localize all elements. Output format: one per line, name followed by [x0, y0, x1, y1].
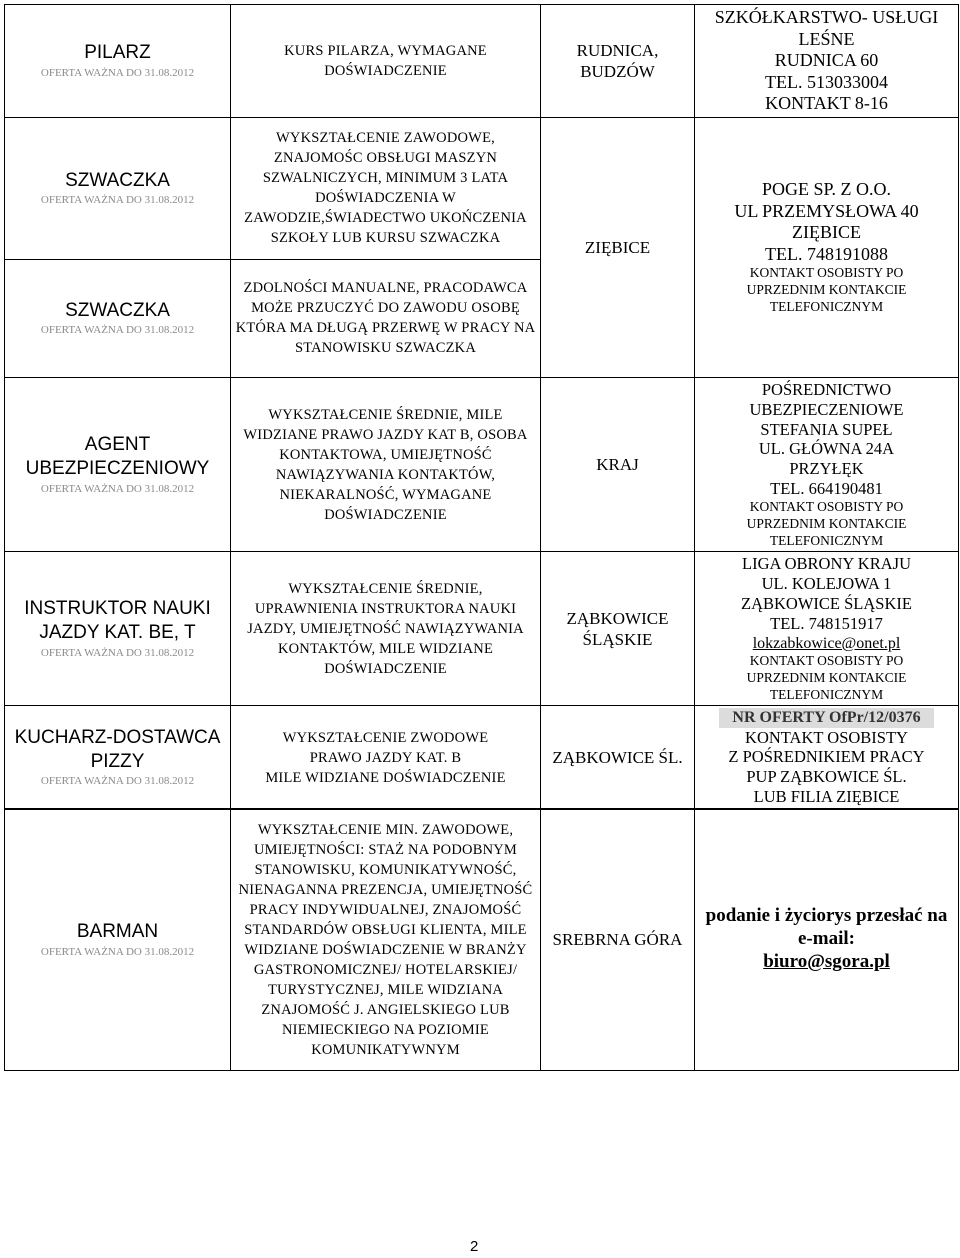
job-cell — [5, 377, 231, 551]
contact-line: UPRZEDNIM KONTAKCIE — [746, 669, 907, 685]
job-title: SZWACZKA — [65, 169, 170, 191]
contact-line: KONTAKT OSOBISTY PO — [749, 265, 904, 281]
job-cell — [5, 117, 231, 259]
requirement-line: PRAWO JAZDY KAT. B — [309, 749, 462, 766]
job-title: BARMAN — [76, 920, 159, 942]
requirements-cell: WYKSZTAŁCENIE ŚREDNIE, UPRAWNIENIA INSTRUKTORA NAUKI JAZDY, UMIEJĘTNOŚĆ NAWIĄZYWANIA KONTAKTÓW, MILE WIDZIANE DOŚWIADCZENIE — [231, 552, 541, 706]
employer-line: UBEZPIECZENIOWE — [749, 399, 904, 419]
job-title: AGENT UBEZPIECZENIOWY — [25, 434, 210, 479]
employer-line: POGE SP. Z O.O. — [761, 178, 892, 199]
employer-cell — [695, 552, 959, 706]
employer-line: POŚREDNICTWO — [761, 379, 892, 399]
employer-cell — [695, 377, 959, 551]
location-cell: ZIĘBICE — [541, 117, 695, 377]
job-cell — [5, 809, 231, 1071]
barman-offer-table — [4, 808, 959, 1071]
employer-line: PRZYŁĘK — [789, 459, 864, 479]
location-cell: SREBRNA GÓRA — [541, 809, 695, 1071]
offer-validity: OFERTA WAŻNA DO 31.08.2012 — [40, 66, 195, 79]
job-cell — [5, 259, 231, 377]
employer-line: LUB FILIA ZIĘBICE — [753, 786, 900, 806]
offer-validity: OFERTA WAŻNA DO 31.08.2012 — [40, 482, 195, 495]
employer-line: TEL. 748191088 — [765, 243, 888, 264]
employer-line: TEL. 748151917 — [770, 613, 883, 633]
contact-instruction: podanie i życiorys przesłać na e-mail: — [705, 905, 948, 950]
employer-line: KONTAKT OSOBISTY — [745, 727, 908, 747]
job-offers-table — [4, 4, 959, 810]
job-title: SZWACZKA — [65, 299, 170, 321]
offer-validity: OFERTA WAŻNA DO 31.08.2012 — [40, 775, 195, 788]
contact-line: UPRZEDNIM KONTAKCIE — [746, 282, 907, 298]
contact-line: KONTAKT OSOBISTY PO — [749, 652, 904, 668]
contact-line: TELEFONICZNYM — [769, 686, 884, 702]
location-cell: ZĄBKOWICE ŚLĄSKIE — [541, 552, 695, 706]
employer-cell — [695, 5, 959, 118]
employer-cell — [695, 117, 959, 377]
offer-validity: OFERTA WAŻNA DO 31.08.2012 — [40, 324, 195, 337]
employer-line: ZIĘBICE — [792, 222, 861, 243]
employer-line: STEFANIA SUPEŁ — [760, 419, 893, 439]
offer-number: NR OFERTY OfPr/12/0376 — [719, 708, 934, 727]
employer-line: TEL. 513033004 — [765, 71, 888, 92]
job-cell — [5, 706, 231, 809]
contact-line: UPRZEDNIM KONTAKCIE — [746, 515, 907, 531]
job-title: INSTRUKTOR NAUKI JAZDY KAT. BE, T — [24, 598, 211, 643]
contact-line: TELEFONICZNYM — [769, 299, 884, 315]
employer-line: ZĄBKOWICE ŚLĄSKIE — [741, 593, 912, 613]
offer-validity: OFERTA WAŻNA DO 31.08.2012 — [40, 646, 195, 659]
employer-line: TEL. 664190481 — [770, 478, 883, 498]
job-title: KUCHARZ-DOSTAWCA PIZZY — [14, 726, 221, 772]
offer-validity: OFERTA WAŻNA DO 31.08.2012 — [40, 194, 195, 207]
requirement-line: WYKSZTAŁCENIE ZWODOWE — [282, 729, 489, 746]
employer-line: PUP ZĄBKOWICE ŚL. — [746, 767, 907, 787]
location-cell: ZĄBKOWICE ŚL. — [541, 706, 695, 809]
employer-email-link[interactable]: biuro@sgora.pl — [763, 950, 890, 972]
contact-line: TELEFONICZNYM — [769, 532, 884, 548]
employer-line: SZKÓŁKARSTWO- USŁUGI LEŚNE — [714, 7, 939, 49]
job-cell — [5, 552, 231, 706]
employer-cell — [695, 809, 959, 1071]
contact-line: KONTAKT OSOBISTY PO — [749, 498, 904, 514]
requirement-line: MILE WIDZIANE DOŚWIADCZENIE — [265, 769, 506, 786]
location-cell: RUDNICA, BUDZÓW — [541, 5, 695, 118]
page-number: 2 — [470, 1238, 479, 1255]
requirements-cell: ZDOLNOŚCI MANUALNE, PRACODAWCA MOŻE PRZUCZYĆ DO ZAWODU OSOBĘ KTÓRA MA DŁUGĄ PRZERWĘ W PRACY NA STANOWISKU SZWACZKA — [231, 259, 541, 377]
employer-line: Z POŚREDNIKIEM PRACY — [728, 747, 925, 767]
offer-validity: OFERTA WAŻNA DO 31.08.2012 — [40, 945, 195, 958]
employer-email-link[interactable]: lokzabkowice@onet.pl — [752, 634, 901, 652]
requirements-cell — [231, 706, 541, 809]
requirements-cell: KURS PILARZA, WYMAGANE DOŚWIADCZENIE — [231, 5, 541, 118]
requirements-cell: WYKSZTAŁCENIE MIN. ZAWODOWE, UMIEJĘTNOŚCI: STAŻ NA PODOBNYM STANOWISKU, KOMUNIKATYWNOŚĆ, NIENAGANNA PREZENCJA, UMIEJĘTNOŚĆ PRACY INDYWIDUALNEJ, ZNAJOMOŚĆ STANDARDÓW OBSŁUGI KLIENTA, MILE WIDZIANE DOŚWIADCZENIE W BRANŻY GASTRONOMICZNEJ/ HOTELARSKIEJ/ TURYSTYCZNEJ, MILE WIDZIANA ZNAJOMOŚĆ J. ANGIELSKIEGO LUB NIEMIECKIEGO NA POZIOMIE KOMUNIKATYWNYM — [231, 809, 541, 1071]
employer-line: LIGA OBRONY KRAJU — [742, 554, 911, 574]
job-cell — [5, 5, 231, 118]
employer-line: UL. KOLEJOWA 1 — [761, 574, 892, 594]
employer-cell — [695, 706, 959, 809]
employer-line: UL PRZEMYSŁOWA 40 — [734, 200, 919, 221]
requirements-cell: WYKSZTAŁCENIE ŚREDNIE, MILE WIDZIANE PRAWO JAZDY KAT B, OSOBA KONTAKTOWA, UMIEJĘTNOŚĆ NAWIĄZYWANIA KONTAKTÓW, NIEKARALNOŚĆ, WYMAGANE DOŚWIADCZENIE — [231, 377, 541, 551]
employer-line: RUDNICA 60 — [774, 50, 879, 71]
location-cell: KRAJ — [541, 377, 695, 551]
employer-line: KONTAKT 8-16 — [765, 93, 888, 114]
job-title: PILARZ — [84, 42, 151, 64]
requirements-cell: WYKSZTAŁCENIE ZAWODOWE, ZNAJOMOŚC OBSŁUGI MASZYN SZWALNICZYCH, MINIMUM 3 LATA DOŚWIADCZENIA W ZAWODZIE,ŚWIADECTWO UKOŃCZENIA SZKOŁY LUB KURSU SZWACZKA — [231, 117, 541, 259]
employer-line: UL. GŁÓWNA 24A — [758, 439, 895, 459]
